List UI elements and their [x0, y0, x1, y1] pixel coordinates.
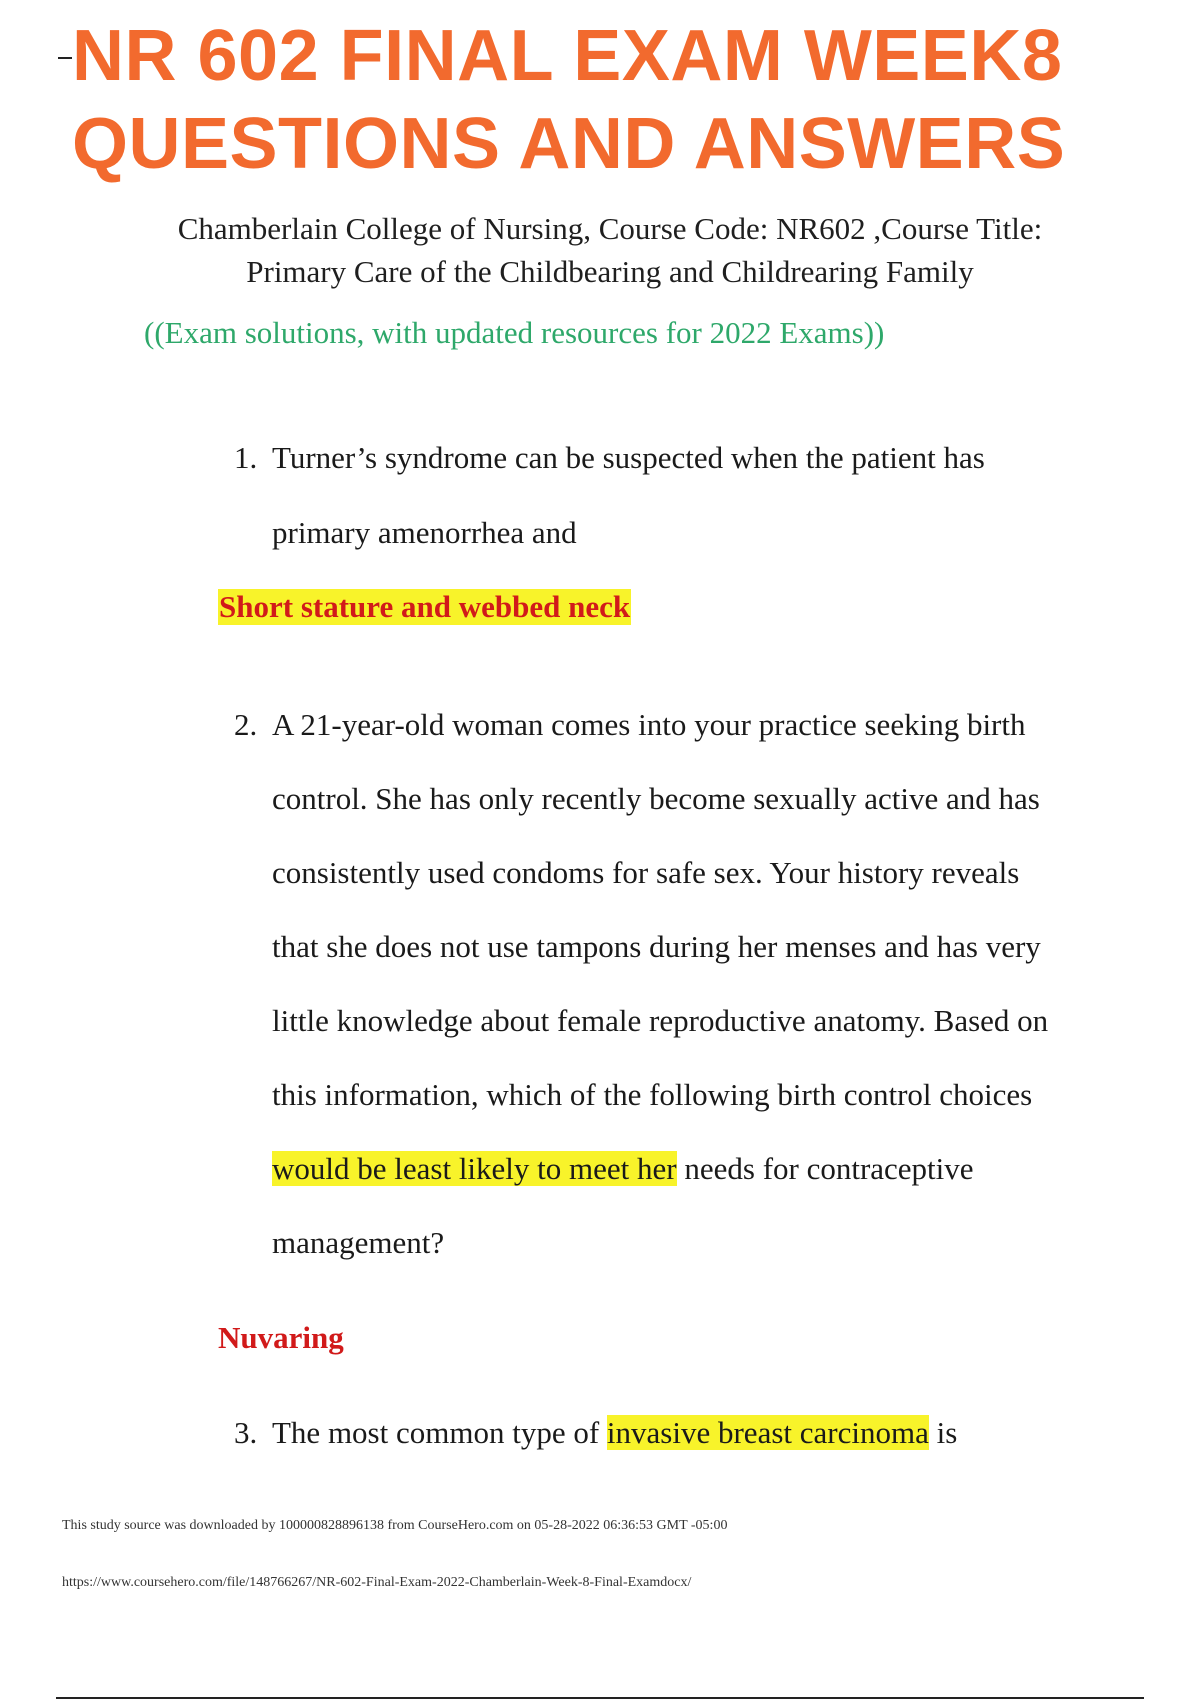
question-2-line-4: that she does not use tampons during her menses and has very [272, 929, 1041, 964]
question-2-answer: Nuvaring [218, 1320, 344, 1355]
course-info-line-1: Chamberlain College of Nursing, Course Code: NR602 ,Course Title: [177, 211, 1043, 246]
title-line-2: QUESTIONS AND ANSWERS [72, 104, 1066, 184]
footer-divider [56, 1697, 1144, 1699]
question-1-number: 1. [234, 440, 258, 475]
question-3-line-1-start: The most common type of [272, 1415, 607, 1450]
question-1-answer: Short stature and webbed neck [219, 589, 631, 624]
question-2-line-7 [272, 1151, 974, 1187]
download-source-note: This study source was downloaded by 100000828896138 from CourseHero.com on 05-28-2022 06:36:53 GMT -05:00 [62, 1518, 728, 1533]
question-3-line-1-end: is [928, 1415, 958, 1450]
question-2-line-1: A 21-year-old woman comes into your practice seeking birth [272, 707, 1026, 742]
question-2-line-6: this information, which of the following birth control choices [272, 1077, 1033, 1112]
question-1-line-1: Turner’s syndrome can be suspected when the patient has [272, 440, 985, 475]
question-2-line-8: management? [272, 1225, 445, 1260]
question-3-highlight: invasive breast carcinoma [606, 1415, 929, 1450]
question-2-line-2: control. She has only recently become sexually active and has [272, 781, 1040, 816]
question-2-number: 2. [234, 707, 258, 742]
question-2-highlight: would be least likely to meet her [272, 1151, 677, 1186]
question-2-line-3: consistently used condoms for safe sex. Your history reveals [272, 855, 1020, 890]
title-line-1: NR 602 FINAL EXAM WEEK8 [72, 16, 1063, 96]
course-info [110, 207, 1110, 293]
question-3-line-1 [272, 1415, 957, 1451]
exam-tagline: ((Exam solutions, with updated resources for 2022 Exams)) [144, 315, 885, 350]
question-3-number: 3. [234, 1415, 258, 1450]
question-2-line-7-rest: needs for contraceptive [676, 1151, 974, 1186]
question-1-line-2: primary amenorrhea and [272, 515, 577, 550]
document-title [72, 12, 1065, 188]
course-info-line-2: Primary Care of the Childbearing and Childrearing Family [246, 254, 974, 289]
question-2-line-5: little knowledge about female reproductive anatomy. Based on [272, 1003, 1049, 1038]
source-url[interactable]: https://www.coursehero.com/file/148766267/NR-602-Final-Exam-2022-Chamberlain-Week-8-Final-Examdocx/ [62, 1575, 692, 1590]
title-dash-mark [58, 57, 72, 59]
